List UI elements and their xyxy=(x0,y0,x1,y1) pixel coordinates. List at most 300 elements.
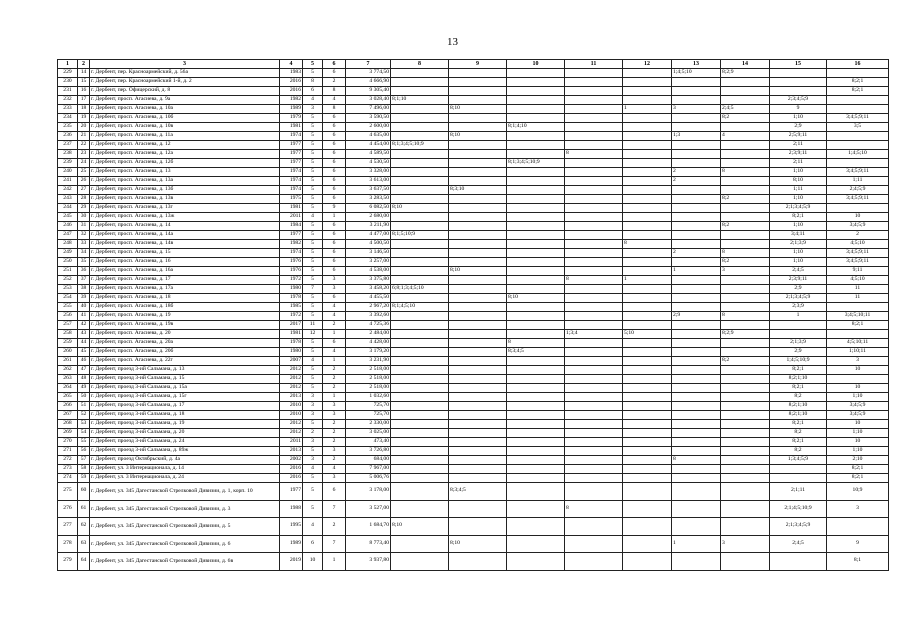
table-cell: 39 xyxy=(78,294,90,303)
table-cell xyxy=(449,420,507,429)
table-cell xyxy=(507,78,565,87)
table-cell xyxy=(721,231,770,240)
table-cell xyxy=(449,375,507,384)
table-cell xyxy=(672,339,721,348)
table-cell: 22 xyxy=(78,141,90,150)
table-cell: 3;4;5;9 xyxy=(827,222,889,231)
table-cell: 1 032,60 xyxy=(346,393,391,402)
table-cell: 9 xyxy=(770,105,827,114)
table-cell xyxy=(565,294,623,303)
table-cell xyxy=(391,500,449,518)
table-cell: 5 xyxy=(303,420,323,429)
table-cell: 4 589,50 xyxy=(346,150,391,159)
table-cell xyxy=(623,258,672,267)
table-cell: 3 637,50 xyxy=(346,186,391,195)
table-cell: 2;11 xyxy=(770,141,827,150)
table-cell: 1;3;4 xyxy=(565,330,623,339)
table-cell xyxy=(623,357,672,366)
table-cell xyxy=(507,438,565,447)
table-cell xyxy=(391,447,449,456)
table-cell xyxy=(449,204,507,213)
table-cell: 232 xyxy=(58,96,78,105)
table-cell xyxy=(391,240,449,249)
table-cell xyxy=(449,168,507,177)
address-cell: г. Дербент, просп. Агасиева, д. 10б xyxy=(90,114,280,123)
table-cell xyxy=(565,69,623,78)
table-cell: 268 xyxy=(58,420,78,429)
table-cell: 244 xyxy=(58,204,78,213)
table-cell: 2 518,00 xyxy=(346,366,391,375)
table-cell: 1976 xyxy=(280,258,303,267)
table-cell xyxy=(721,518,770,536)
table-cell: 269 xyxy=(58,429,78,438)
table-cell: 8;2;9 xyxy=(721,330,770,339)
table-row xyxy=(58,87,889,96)
header-cell: 8 xyxy=(391,60,449,69)
header-cell: 12 xyxy=(623,60,672,69)
table-cell: 2 518,00 xyxy=(346,375,391,384)
table-cell: 1974 xyxy=(280,132,303,141)
table-row xyxy=(58,132,889,141)
table-cell: 6 xyxy=(323,168,346,177)
table-cell: 41 xyxy=(78,312,90,321)
table-cell: 3 xyxy=(827,357,889,366)
table-cell: 1984 xyxy=(280,222,303,231)
table-row xyxy=(58,168,889,177)
table-cell: 8;10 xyxy=(449,132,507,141)
address-cell: г. Дербент, просп. Агасиева, д. 14а xyxy=(90,231,280,240)
table-cell xyxy=(623,150,672,159)
table-cell: 278 xyxy=(58,535,78,553)
table-cell: 3 590,50 xyxy=(346,114,391,123)
table-cell: 2;3;9;11 xyxy=(770,276,827,285)
table-cell xyxy=(672,438,721,447)
table-cell xyxy=(565,213,623,222)
table-cell: 3;4;5;9;11 xyxy=(827,258,889,267)
table-cell xyxy=(672,240,721,249)
table-cell xyxy=(770,78,827,87)
table-cell xyxy=(827,375,889,384)
address-cell: г. Дербент, просп. Агасиева, д. 14в xyxy=(90,240,280,249)
table-cell: 4 xyxy=(303,518,323,536)
table-cell xyxy=(391,249,449,258)
table-cell: 1974 xyxy=(280,177,303,186)
table-row xyxy=(58,420,889,429)
address-cell: г. Дербент, проезд 3-ий Сальмана, д. 20 xyxy=(90,429,280,438)
table-cell: 3 xyxy=(323,447,346,456)
table-cell: 5 xyxy=(303,294,323,303)
table-cell xyxy=(391,483,449,501)
table-cell: 2 518,00 xyxy=(346,384,391,393)
table-cell xyxy=(721,411,770,420)
table-cell: 10 xyxy=(827,366,889,375)
address-cell: г. Дербент, проезд 3-ий Сальмана, д. 15а xyxy=(90,384,280,393)
table-cell xyxy=(672,204,721,213)
table-cell: 42 xyxy=(78,321,90,330)
table-cell: 248 xyxy=(58,240,78,249)
table-cell: 10 xyxy=(827,420,889,429)
table-cell xyxy=(507,321,565,330)
table-cell: 26 xyxy=(78,177,90,186)
table-cell xyxy=(623,114,672,123)
table-cell xyxy=(449,78,507,87)
table-cell: 5 xyxy=(303,114,323,123)
table-row xyxy=(58,204,889,213)
table-cell xyxy=(770,553,827,571)
table-cell: 258 xyxy=(58,330,78,339)
table-cell: 3 xyxy=(303,438,323,447)
table-cell xyxy=(672,375,721,384)
address-cell: г. Дербент, ул. 345 Дагестанской Стрелковой Дивизии, д. 6 xyxy=(90,535,280,553)
table-cell xyxy=(565,195,623,204)
table-cell xyxy=(507,276,565,285)
table-cell: 28 xyxy=(78,195,90,204)
table-cell xyxy=(623,420,672,429)
table-cell: 1 xyxy=(323,213,346,222)
table-cell xyxy=(672,231,721,240)
table-cell xyxy=(623,465,672,474)
table-cell: 2013 xyxy=(280,447,303,456)
table-cell xyxy=(507,114,565,123)
table-cell xyxy=(623,438,672,447)
table-cell: 249 xyxy=(58,249,78,258)
table-cell: 7 496,00 xyxy=(346,105,391,114)
table-cell xyxy=(672,123,721,132)
table-cell xyxy=(391,456,449,465)
table-cell xyxy=(770,474,827,483)
table-row xyxy=(58,96,889,105)
table-cell: 3 774,50 xyxy=(346,69,391,78)
table-row xyxy=(58,348,889,357)
table-cell: 52 xyxy=(78,411,90,420)
table-cell: 1972 xyxy=(280,276,303,285)
table-cell xyxy=(565,240,623,249)
table-cell: 4 538,00 xyxy=(346,267,391,276)
table-cell xyxy=(721,393,770,402)
table-cell: 8;1;3;4;5;10;9 xyxy=(507,159,565,168)
table-cell: 9 xyxy=(323,204,346,213)
table-cell xyxy=(721,500,770,518)
table-cell xyxy=(449,553,507,571)
table-cell xyxy=(507,132,565,141)
table-cell xyxy=(449,500,507,518)
table-cell: 3 283,50 xyxy=(346,195,391,204)
table-cell: 1978 xyxy=(280,339,303,348)
table-cell: 5 xyxy=(303,132,323,141)
table-cell: 6 xyxy=(323,294,346,303)
table-cell: 3 179,20 xyxy=(346,348,391,357)
table-cell: 2002 xyxy=(280,456,303,465)
table-cell: 57 xyxy=(78,456,90,465)
table-cell: 236 xyxy=(58,132,78,141)
table-cell: 4 xyxy=(323,303,346,312)
table-cell: 2013 xyxy=(280,393,303,402)
table-cell: 47 xyxy=(78,366,90,375)
table-cell: 4 530,50 xyxy=(346,159,391,168)
address-cell: г. Дербент, просп. Агасиева, д. 17 xyxy=(90,276,280,285)
table-cell xyxy=(449,330,507,339)
table-cell: 9 xyxy=(827,535,889,553)
table-cell: 2012 xyxy=(280,366,303,375)
table-cell xyxy=(507,500,565,518)
table-cell xyxy=(449,348,507,357)
table-cell: 5 xyxy=(303,474,323,483)
table-cell: 6 xyxy=(323,231,346,240)
table-row xyxy=(58,186,889,195)
table-cell xyxy=(449,411,507,420)
table-cell: 35 xyxy=(78,258,90,267)
table-cell xyxy=(391,321,449,330)
table-cell: 59 xyxy=(78,474,90,483)
table-cell xyxy=(449,402,507,411)
table-cell: 32 xyxy=(78,231,90,240)
table-cell xyxy=(827,141,889,150)
table-cell xyxy=(672,384,721,393)
table-cell xyxy=(449,384,507,393)
table-cell: 1981 xyxy=(280,330,303,339)
table-cell: 8;2;1 xyxy=(770,438,827,447)
table-cell: 253 xyxy=(58,285,78,294)
table-cell xyxy=(623,500,672,518)
table-cell: 2 967,20 xyxy=(346,303,391,312)
table-cell: 6 xyxy=(323,222,346,231)
table-cell xyxy=(565,465,623,474)
table-cell: 46 xyxy=(78,357,90,366)
table-cell xyxy=(623,132,672,141)
table-cell: 1;10 xyxy=(770,195,827,204)
header-cell: 5 xyxy=(303,60,323,69)
table-cell xyxy=(449,249,507,258)
table-cell: 8 773,40 xyxy=(346,535,391,553)
table-cell: 5 xyxy=(303,303,323,312)
table-cell: 38 xyxy=(78,285,90,294)
table-cell xyxy=(623,231,672,240)
table-cell: 473,40 xyxy=(346,438,391,447)
header-cell: 13 xyxy=(672,60,721,69)
table-cell: 8;2;1 xyxy=(827,87,889,96)
table-cell xyxy=(672,294,721,303)
table-cell: 3 xyxy=(721,535,770,553)
table-cell xyxy=(391,294,449,303)
address-cell: г. Дербент, просп. Агасиева, д. 13г xyxy=(90,204,280,213)
table-cell: 2011 xyxy=(280,438,303,447)
table-cell: 2012 xyxy=(280,420,303,429)
table-cell xyxy=(449,447,507,456)
table-cell: 15 xyxy=(78,78,90,87)
table-cell xyxy=(721,303,770,312)
table-cell xyxy=(623,285,672,294)
table-cell xyxy=(721,240,770,249)
table-cell: 43 xyxy=(78,330,90,339)
table-cell: 264 xyxy=(58,384,78,393)
table-cell xyxy=(827,303,889,312)
table-cell xyxy=(721,294,770,303)
table-cell: 4 xyxy=(323,312,346,321)
table-cell: 9;11 xyxy=(827,267,889,276)
table-cell xyxy=(565,87,623,96)
table-cell xyxy=(565,339,623,348)
table-cell xyxy=(623,321,672,330)
table-cell: 277 xyxy=(58,518,78,536)
table-cell: 31 xyxy=(78,222,90,231)
table-row xyxy=(58,276,889,285)
table-cell xyxy=(507,240,565,249)
table-cell: 8;3;4;5 xyxy=(507,348,565,357)
table-cell: 1977 xyxy=(280,150,303,159)
table-cell xyxy=(623,213,672,222)
table-cell xyxy=(721,483,770,501)
table-cell xyxy=(391,438,449,447)
table-row xyxy=(58,483,889,501)
table-cell: 8;10 xyxy=(391,204,449,213)
table-cell: 3;5 xyxy=(827,123,889,132)
table-cell xyxy=(623,267,672,276)
header-cell: 16 xyxy=(827,60,889,69)
table-cell xyxy=(391,222,449,231)
table-cell: 6 xyxy=(323,159,346,168)
table-row xyxy=(58,213,889,222)
table-row xyxy=(58,456,889,465)
table-cell xyxy=(672,186,721,195)
table-cell: 2012 xyxy=(280,429,303,438)
table-cell xyxy=(507,168,565,177)
table-cell: 5 xyxy=(303,231,323,240)
table-cell: 684,00 xyxy=(346,456,391,465)
table-cell: 3;4;5;9;11 xyxy=(827,195,889,204)
table-cell xyxy=(623,429,672,438)
table-cell: 3 211,90 xyxy=(346,222,391,231)
address-cell: г. Дербент, проезд 3-ий Сальмана, д. 17 xyxy=(90,402,280,411)
table-cell: 1;4;5;10;9 xyxy=(770,357,827,366)
table-cell: 2;4;5 xyxy=(770,535,827,553)
table-cell xyxy=(449,258,507,267)
table-cell: 51 xyxy=(78,402,90,411)
table-cell xyxy=(565,553,623,571)
table-cell: 6 xyxy=(323,249,346,258)
table-cell xyxy=(721,456,770,465)
table-cell: 8;10 xyxy=(507,294,565,303)
housing-table xyxy=(57,59,889,571)
table-cell: 62 xyxy=(78,518,90,536)
table-row xyxy=(58,357,889,366)
table-cell: 11 xyxy=(303,321,323,330)
table-cell: 2 xyxy=(672,177,721,186)
table-cell xyxy=(623,518,672,536)
table-cell: 5 xyxy=(303,500,323,518)
table-cell: 3 231,90 xyxy=(346,357,391,366)
table-cell: 1982 xyxy=(280,96,303,105)
table-cell: 8;1;4;10 xyxy=(507,123,565,132)
table-cell: 50 xyxy=(78,393,90,402)
table-row xyxy=(58,465,889,474)
header-cell: 15 xyxy=(770,60,827,69)
table-row xyxy=(58,294,889,303)
table-cell: 274 xyxy=(58,474,78,483)
table-row xyxy=(58,429,889,438)
table-cell: 5 xyxy=(303,177,323,186)
table-cell: 19 xyxy=(78,114,90,123)
table-cell: 3;4;5;9;11 xyxy=(827,168,889,177)
table-cell: 63 xyxy=(78,535,90,553)
table-cell: 3 257,00 xyxy=(346,258,391,267)
table-cell: 1;10;11 xyxy=(827,348,889,357)
table-cell xyxy=(449,518,507,536)
address-cell: г. Дербент, просп. Агасиева, д. 12 xyxy=(90,141,280,150)
table-cell xyxy=(565,474,623,483)
table-cell: 4 635,00 xyxy=(346,132,391,141)
table-cell: 3 392,60 xyxy=(346,312,391,321)
table-cell xyxy=(721,204,770,213)
table-cell xyxy=(721,276,770,285)
table-cell: 8 xyxy=(565,150,623,159)
table-cell xyxy=(507,411,565,420)
table-cell: 3;4;5;10;11 xyxy=(827,312,889,321)
table-row xyxy=(58,141,889,150)
table-cell: 1;11 xyxy=(770,186,827,195)
table-cell xyxy=(623,535,672,553)
table-cell: 36 xyxy=(78,267,90,276)
table-cell: 5 xyxy=(303,195,323,204)
header-cell: 1 xyxy=(58,60,78,69)
table-cell xyxy=(507,402,565,411)
table-cell xyxy=(391,393,449,402)
address-cell: г. Дербент, просп. Агасиева, д. 13а xyxy=(90,177,280,186)
table-cell: 2;9 xyxy=(770,348,827,357)
table-cell: 241 xyxy=(58,177,78,186)
table-row xyxy=(58,123,889,132)
table-cell xyxy=(391,87,449,96)
table-cell: 1974 xyxy=(280,168,303,177)
table-cell: 8 xyxy=(721,168,770,177)
table-cell: 275 xyxy=(58,483,78,501)
table-cell: 6 xyxy=(323,69,346,78)
table-cell: 8;1;3;4;5;10;9 xyxy=(391,141,449,150)
table-cell: 1 xyxy=(770,312,827,321)
address-cell: г. Дербент, просп. Агасиева, д. 17а xyxy=(90,285,280,294)
table-cell xyxy=(721,553,770,571)
table-cell: 1980 xyxy=(280,285,303,294)
table-cell: 265 xyxy=(58,393,78,402)
table-cell: 3 726,80 xyxy=(346,447,391,456)
table-cell xyxy=(449,159,507,168)
table-cell xyxy=(507,375,565,384)
table-cell xyxy=(827,132,889,141)
table-row xyxy=(58,330,889,339)
table-cell xyxy=(391,213,449,222)
table-cell: 3 xyxy=(303,456,323,465)
address-cell: г. Дербент, пер. Офицерский, д. 8 xyxy=(90,87,280,96)
table-cell xyxy=(449,150,507,159)
table-cell xyxy=(449,213,507,222)
table-cell: 2 xyxy=(323,429,346,438)
table-cell: 8;2;1 xyxy=(770,366,827,375)
table-cell xyxy=(721,339,770,348)
table-cell: 3 xyxy=(827,500,889,518)
table-cell xyxy=(721,150,770,159)
table-cell: 3 527,00 xyxy=(346,500,391,518)
table-cell: 5 xyxy=(303,267,323,276)
table-cell: 8;2 xyxy=(770,447,827,456)
table-cell: 2;4;5 xyxy=(721,105,770,114)
table-cell xyxy=(672,500,721,518)
table-cell: 263 xyxy=(58,375,78,384)
table-cell xyxy=(827,105,889,114)
table-cell: 3 xyxy=(323,402,346,411)
table-cell: 255 xyxy=(58,303,78,312)
address-cell: г. Дербент, просп. Агасиева, д. 12а xyxy=(90,150,280,159)
address-cell: г. Дербент, проезд 3-ий Сальмана, д. 13 xyxy=(90,366,280,375)
table-cell: 10 xyxy=(827,438,889,447)
